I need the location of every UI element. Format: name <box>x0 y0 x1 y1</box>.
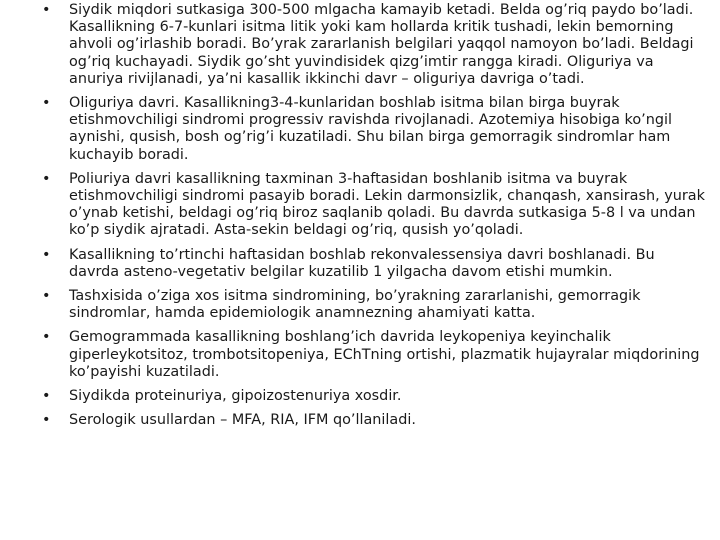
bullet-item <box>40 171 708 240</box>
bullet-item <box>40 412 708 429</box>
bullet-marker: • <box>42 2 51 18</box>
bullet-text: Siydik miqdori sutkasiga 300-500 mlgacha kamayib ketadi. Belda og’riq paydo bo’ladi. Kasallikning 6-7-kunlari isitma litik yoki kam hollarda kritik tushadi, lekin bemorning ahvoli og’irlashib boradi. Bo’yrak zararlanish belgilari yaqqol namoyon bo’ladi. Beldagi og’riq kuchayadi. Siydik go’sht yuvindisidek qizg’imtir rangga kiradi. Oliguriya va anuriya rivijlanadi, ya’ni kasallik ikkinchi davr – oliguriya davriga o’tadi. <box>69 2 694 87</box>
bullet-text: Tashxisida o’ziga xos isitma sindromining, bo’yrakning zararlanishi, gemorragik sindromlar, hamda epidemiologik anamnezning ahamiyati katta. <box>69 288 641 322</box>
bullet-marker: • <box>42 95 51 112</box>
bullet-item <box>40 288 708 322</box>
bullet-marker: • <box>42 329 51 346</box>
bullet-text: Gemogrammada kasallikning boshlang’ich davrida leykopeniya keyinchalik giperleykotsitoz, trombotsitopeniya, EChTning ortishi, plazmatik hujayralar miqdorining ko’payishi kuzatiladi. <box>69 329 700 380</box>
bullet-text: Serologik usullardan – MFA, RIA, IFM qo’llaniladi. <box>69 412 416 429</box>
bullet-list <box>40 2 708 436</box>
bullet-marker: • <box>42 412 51 429</box>
bullet-marker: • <box>42 170 51 187</box>
bullet-item <box>40 388 708 405</box>
bullet-item <box>40 2 708 88</box>
bullet-marker: • <box>42 246 51 263</box>
bullet-text: Kasallikning to’rtinchi haftasidan boshlab rekonvalessensiya davri boshlanadi. Bu davrda asteno-vegetativ belgilar kuzatilib 1 yilgacha davom etishi mumkin. <box>69 246 655 280</box>
bullet-item <box>40 329 708 381</box>
bullet-item <box>40 247 708 281</box>
bullet-text: Siydikda proteinuriya, gipoizostenuriya xosdir. <box>69 388 402 405</box>
bullet-marker: • <box>42 288 51 305</box>
bullet-marker: • <box>42 388 51 405</box>
bullet-text: Oliguriya davri. Kasallikning3-4-kunlaridan boshlab isitma bilan birga buyrak etishmovchiligi sindromi progressiv ravishda rivojlanadi. Azotemiya hisobiga ko’ngil aynishi, qusish, bosh og’rig’i kuzatiladi. Shu bilan birga gemorragik sindromlar ham kuchayib boradi. <box>69 95 672 163</box>
bullet-item <box>40 95 708 164</box>
bullet-text: Poliuriya davri kasallikning taxminan 3-haftasidan boshlanib isitma va buyrak etishmovchiligi sindromi pasayib boradi. Lekin darmonsizlik, chanqash, xansirash, yurak o’ynab ketishi, beldagi og’riq biroz saqlanib qoladi. Bu davrda sutkasiga 5-8 l va undan ko’p siydik ajratadi. Asta-sekin beldagi og’riq, qusish yo’qoladi. <box>69 170 705 239</box>
